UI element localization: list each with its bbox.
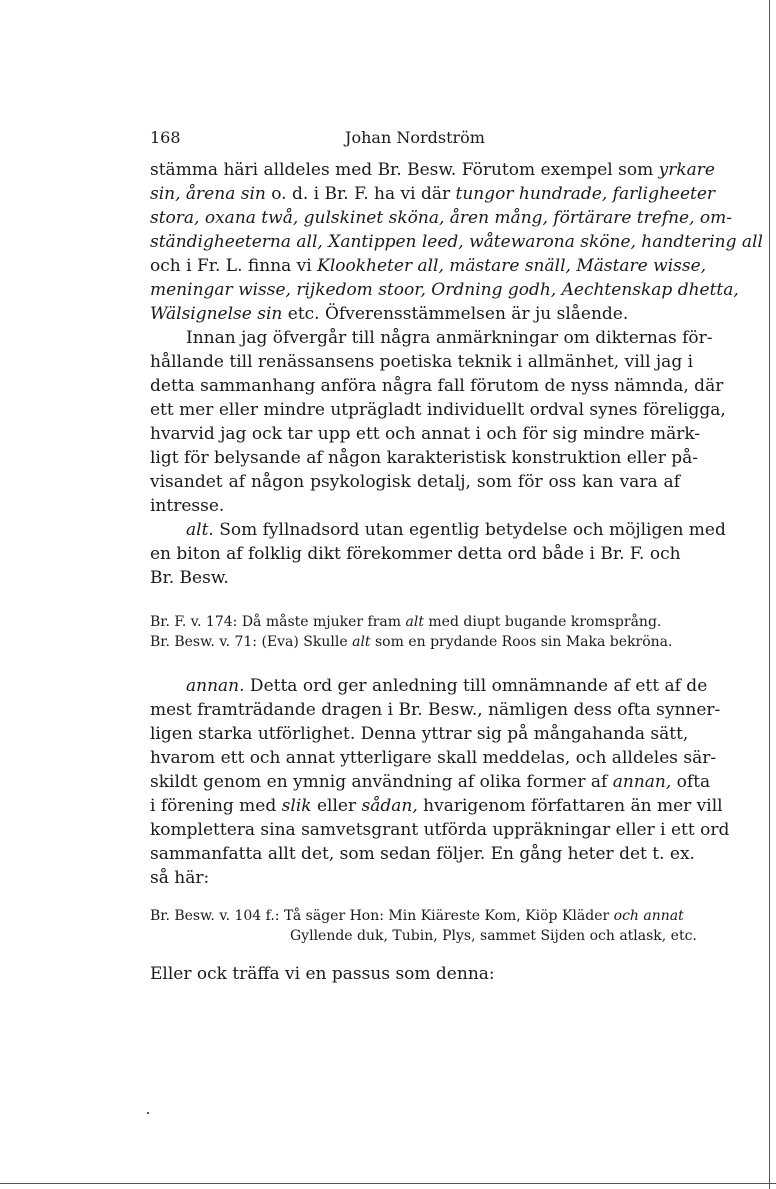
text-run: ständigheeterna all, Xantippen leed, wåtewarona sköne, handtering all: [150, 232, 763, 252]
text-run: yrkare: [658, 160, 715, 180]
text-line: [150, 698, 721, 722]
text-run: o. d. i Br. F. ha vi där: [265, 184, 456, 204]
text-line: [150, 302, 680, 326]
text-run: sammanfatta allt det, som sedan följer. En gång heter det t. ex.: [150, 844, 695, 864]
text-line: [150, 746, 717, 770]
text-run: slik: [281, 796, 312, 816]
text-run: eller: [311, 796, 362, 816]
page-number: 168: [150, 128, 181, 147]
text-line: [150, 818, 730, 842]
text-line: [150, 542, 680, 566]
text-run: Som fyllnadsord utan egentlig betydelse och möjligen med: [213, 520, 726, 540]
text-run: hvarigenom författaren än mer vill: [417, 796, 723, 816]
text-line: [150, 906, 684, 926]
text-run: så här:: [150, 868, 210, 888]
text-run: Wälsignelse sin: [150, 304, 283, 324]
page-header: [150, 128, 680, 150]
text-run: hvarom ett och annat ytterligare skall meddelas, och alldeles sär-: [150, 748, 717, 768]
text-run: ofta: [671, 772, 711, 792]
text-run: som en prydande Roos sin Maka bekröna.: [370, 634, 673, 650]
text-run: Eller ock träffa vi en passus som denna:: [150, 964, 495, 984]
text-line: [150, 182, 716, 206]
text-line: [150, 770, 711, 794]
paragraph-2: [150, 326, 726, 518]
text-run: mest framträdande dragen i Br. Besw., nämligen dess ofta synner-: [150, 700, 721, 720]
text-run: annan.: [186, 676, 245, 696]
text-line: ligt för belysande af någon karakteristisk konstruktion eller på-: [150, 448, 699, 468]
paragraph-3: [150, 518, 726, 590]
text-run: annan,: [612, 772, 672, 792]
text-line: [150, 632, 680, 652]
text-run: etc. Öfverensstämmelsen är ju slående.: [282, 304, 629, 324]
text-line: [150, 962, 680, 986]
text-line: [150, 926, 697, 946]
text-line: [150, 566, 680, 590]
text-line: [150, 158, 715, 182]
text-run: Br. Besw. v. 104 f.: Tå säger Hon: Min Kiäreste Kom, Kiöp Kläder: [150, 908, 614, 924]
text-line: visandet af någon psykologisk detalj, som för oss kan vara af: [150, 472, 680, 492]
text-line: [150, 866, 680, 890]
text-line: [150, 206, 733, 230]
text-run: ligen starka utförlighet. Denna yttrar sig på mångahanda sätt,: [150, 724, 689, 744]
text-run: Br. Besw. v. 71: (Eva) Skulle: [150, 634, 353, 650]
paragraph-5: [150, 962, 680, 986]
text-line: [150, 794, 723, 818]
text-line: [150, 518, 726, 542]
page-edge-bottom: [0, 1183, 776, 1184]
text-run: komplettera sina samvetsgrant utförda uppräkningar eller i ett ord: [150, 820, 730, 840]
text-line: hvarvid jag ock tar upp ett och annat i och för sig mindre märk-: [150, 424, 701, 444]
text-line: [150, 722, 689, 746]
paragraph-4: [150, 674, 730, 890]
text-run: Br. F. v. 174: Då måste mjuker fram: [150, 614, 406, 630]
text-run: i förening med: [150, 796, 282, 816]
text-line: hållande till renässansens poetiska teknik i allmänhet, vill jag i: [150, 352, 694, 372]
quote-2: [150, 906, 697, 946]
text-run: Klookheter all, mästare snäll, Mästare wisse,: [317, 256, 707, 276]
text-run: Gyllende duk, Tubin, Plys, sammet Sijden och atlask, etc.: [290, 928, 697, 944]
quote-1: [150, 612, 680, 652]
text-run: alt.: [186, 520, 214, 540]
text-run: Detta ord ger anledning till omnämnande af ett af de: [244, 676, 708, 696]
text-line: intresse.: [150, 496, 225, 516]
text-line: Innan jag öfvergår till några anmärkningar om dikternas för-: [186, 328, 713, 348]
text-line: [150, 674, 708, 698]
text-run: en biton af folklig dikt förekommer detta ord både i Br. F. och: [150, 544, 681, 564]
text-run: alt: [405, 614, 424, 630]
text-run: stora, oxana twå, gulskinet sköna, åren mång, förtärare trefne, om-: [150, 208, 733, 228]
text-line: [150, 278, 739, 302]
text-line: [150, 254, 707, 278]
text-line: detta sammanhang anföra några fall förutom de nyss nämnda, där: [150, 376, 724, 396]
text-line: ett mer eller mindre utprägladt individuellt ordval synes föreligga,: [150, 400, 726, 420]
text-run: sin, årena sin: [150, 184, 266, 204]
text-line: [150, 842, 695, 866]
text-run: och annat: [613, 908, 684, 924]
text-run: Br. Besw.: [150, 568, 229, 588]
paragraph-1: [150, 158, 763, 326]
text-run: sådan,: [361, 796, 418, 816]
text-run: stämma häri alldeles med Br. Besw. Förutom exempel som: [150, 160, 659, 180]
text-run: alt: [352, 634, 371, 650]
page-edge-right: [769, 0, 770, 1189]
text-line: [150, 230, 763, 254]
text-line: [150, 612, 680, 632]
text-run: skildt genom en ymnig användning af olika former af: [150, 772, 613, 792]
running-head: Johan Nordström: [345, 128, 485, 147]
speck: [147, 1112, 149, 1114]
text-run: meningar wisse, rijkedom stoor, Ordning godh, Aechtenskap dhetta,: [150, 280, 739, 300]
text-run: med diupt bugande kromsprång.: [423, 614, 662, 630]
text-run: och i Fr. L. finna vi: [150, 256, 318, 276]
text-run: tungor hundrade, farligheeter: [455, 184, 716, 204]
